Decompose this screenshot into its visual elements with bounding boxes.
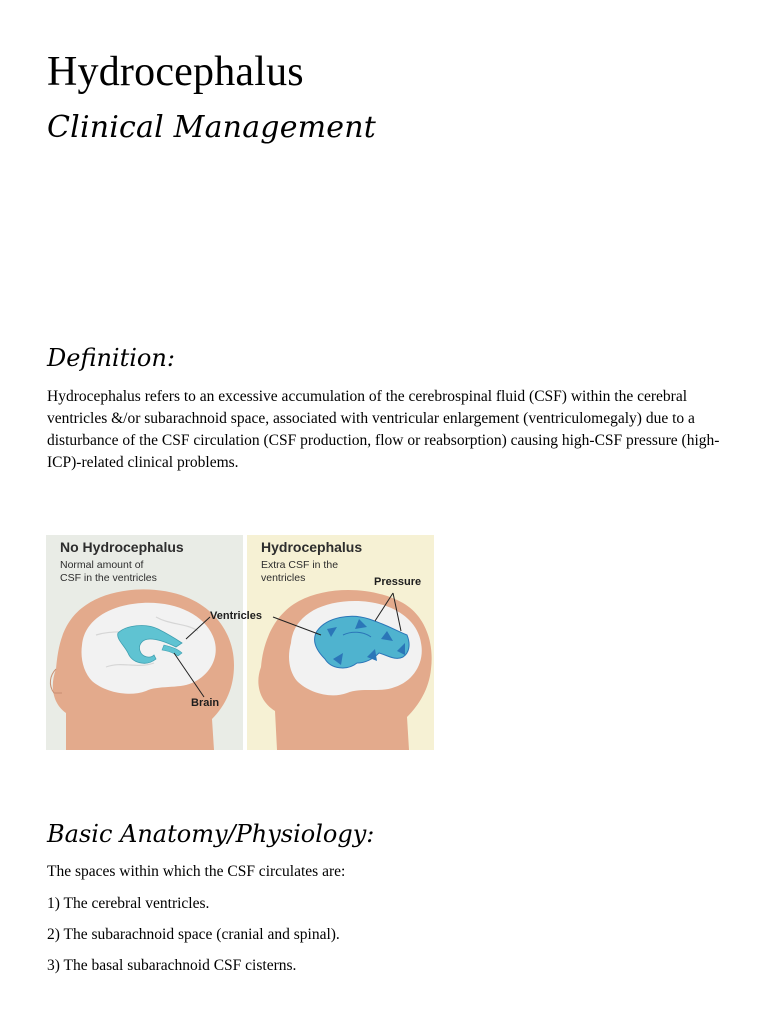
document-subtitle: Clinical Management xyxy=(47,110,377,145)
list-item: 2) The subarachnoid space (cranial and spinal). xyxy=(47,926,340,943)
anatomy-intro: The spaces within which the CSF circulates are: xyxy=(47,863,346,880)
list-item: 1) The cerebral ventricles. xyxy=(47,895,210,912)
left-panel-title: No Hydrocephalus xyxy=(60,539,184,555)
hydrocephalus-comparison-figure xyxy=(46,535,434,750)
right-panel-title: Hydrocephalus xyxy=(261,539,363,555)
no-hydrocephalus-panel xyxy=(46,535,243,750)
definition-heading: Definition: xyxy=(47,344,175,372)
definition-paragraph: Hydrocephalus refers to an excessive accumulation of the cerebrospinal fluid (CSF) within the cerebral ventricles &/or subarachnoid space, associated with ventricular enlargement (ventriculomegaly) due to a disturbance of the CSF circulation (CSF production, flow or reabsorption) causing high-CSF pressure (high-ICP)-related clinical problems. xyxy=(47,388,720,471)
left-panel-subtitle: Normal amount of CSF in the ventricles xyxy=(60,559,157,584)
list-item: 3) The basal subarachnoid CSF cisterns. xyxy=(47,957,297,974)
hydrocephalus-panel xyxy=(247,535,434,750)
anatomy-heading: Basic Anatomy/Physiology: xyxy=(47,820,375,848)
pressure-label: Pressure xyxy=(374,576,422,588)
ventricles-label: Ventricles xyxy=(210,610,262,622)
brain-label: Brain xyxy=(191,697,220,709)
right-panel-subtitle: Extra CSF in the ventricles xyxy=(261,559,339,584)
document-title: Hydrocephalus xyxy=(47,49,304,95)
